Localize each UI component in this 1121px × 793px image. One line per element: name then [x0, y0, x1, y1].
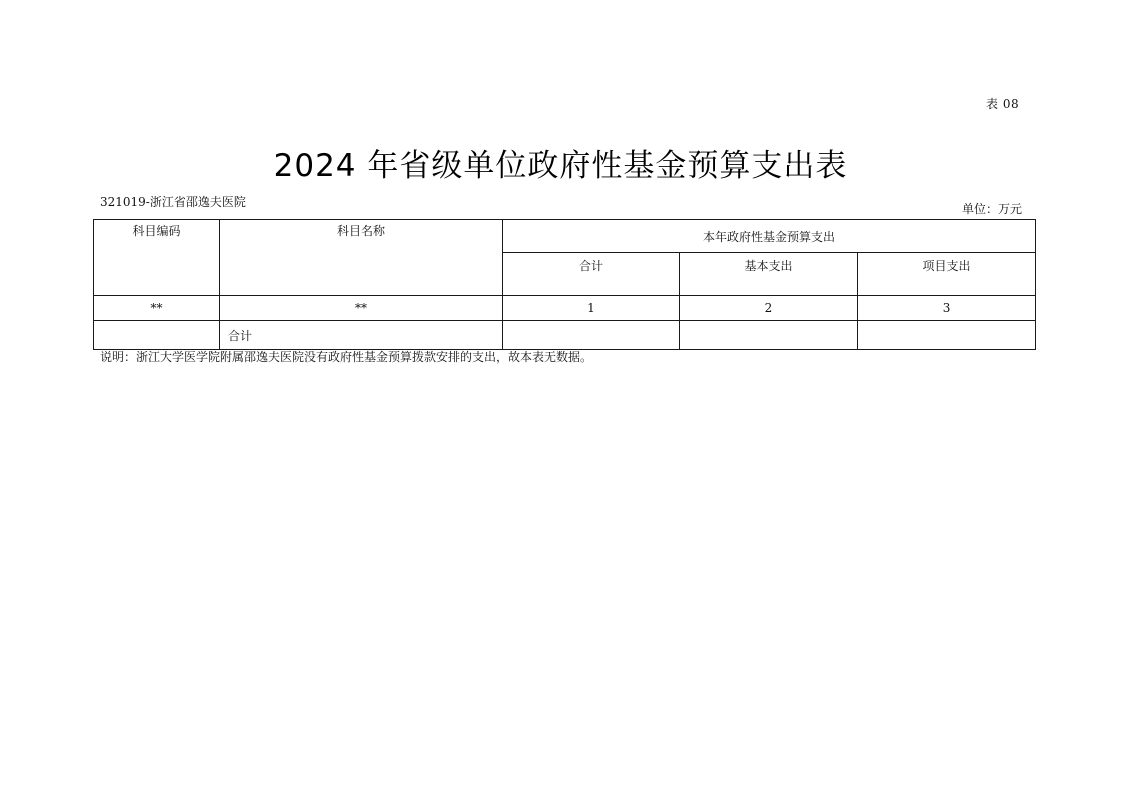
header-group: 本年政府性基金预算支出	[503, 220, 1036, 253]
unit-label: 单位：万元	[962, 202, 1023, 216]
header-row-1	[94, 220, 1036, 253]
marker-cell-total: 1	[503, 296, 680, 321]
marker-cell-name: **	[220, 296, 503, 321]
budget-table	[93, 219, 1036, 350]
table-row-total	[94, 321, 1036, 350]
page-title: 2024 年省级单位政府性基金预算支出表	[273, 148, 848, 184]
marker-cell-basic: 2	[680, 296, 858, 321]
total-cell-code	[94, 321, 220, 350]
marker-cell-project: 3	[858, 296, 1036, 321]
header-total: 合计	[503, 253, 680, 296]
table-number: 表 08	[986, 97, 1020, 111]
marker-cell-code: **	[94, 296, 220, 321]
total-cell-project	[858, 321, 1036, 350]
total-cell-name: 合计	[220, 321, 503, 350]
header-name: 科目名称	[220, 220, 503, 296]
header-project: 项目支出	[858, 253, 1036, 296]
header-basic: 基本支出	[680, 253, 858, 296]
table-row-marker	[94, 296, 1036, 321]
total-cell-basic	[680, 321, 858, 350]
unit-name: 321019-浙江省邵逸夫医院	[100, 195, 246, 209]
note: 说明：浙江大学医学院附属邵逸夫医院没有政府性基金预算拨款安排的支出，故本表无数据。	[100, 350, 593, 364]
header-code: 科目编码	[94, 220, 220, 296]
total-cell-total	[503, 321, 680, 350]
